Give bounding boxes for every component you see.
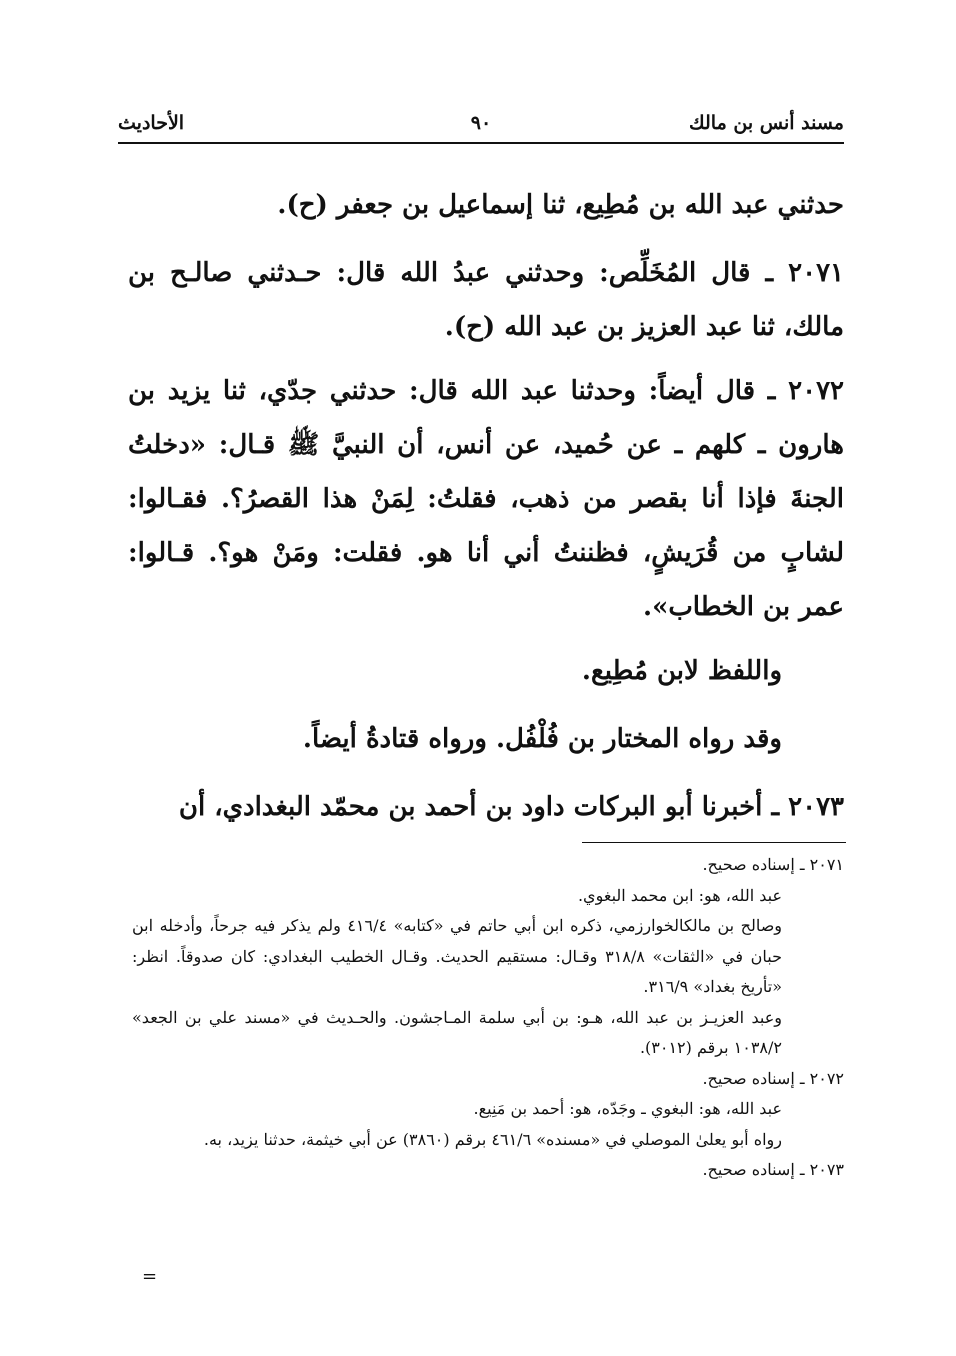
footnote-line: عبد الله، هو: البغوي ـ وجَدّه، هو: أحمد بن مَنِيع.	[473, 1099, 782, 1118]
footnote-heading-2073: ٢٠٧٣ ـ إسناده صحيح.	[702, 1160, 844, 1179]
hadith-2071: ٢٠٧١ ـ قال المُخَلِّص: وحدثني عبدُ الله قال: حـدثني صالـح بن مالك، ثنا عبد العزيز بن عبد الله (ح).	[128, 258, 844, 342]
main-text	[128, 178, 844, 848]
page-number: ٩٠	[470, 112, 492, 134]
wording-note: واللفظ لابن مُطِيع.	[581, 656, 782, 686]
footnote-heading-2072: ٢٠٧٢ ـ إسناده صحيح.	[702, 1068, 844, 1088]
running-header	[118, 108, 844, 144]
footnote-line: عبد الله، هو: ابن محمد البغوي.	[577, 885, 782, 905]
footnote-line: رواه أبو يعلىٰ الموصلي في «مسنده» ٤٦١/٦ برقم (٣٨٦٠) عن أبي خيثمة، حدثنا يزيد، به.	[203, 1129, 782, 1149]
continuation-mark: =	[142, 1266, 158, 1287]
footnote-line: وصالح بن مالكالخوارزمي، ذكره ابن أبي حاتم في «كتابه» ٤١٦/٤ ولم يذكر فيه جرحاً، وأدخله ابن حبان في «الثقات» ٣١٨/٨ وقـال: مستقيم الحديث. وقـال الخطيب البغدادي: كان صدوقاً. انظر: «تأريخ بغداد» ٣١٦/٩.	[132, 916, 783, 996]
footnote-heading-2071: ٢٠٧١ ـ إسناده صحيح.	[702, 855, 844, 874]
footnote-line: وعبد العزيـز بن عبد الله، هـو: بن أبي سلمة المـاجشون. والحـديث في «مسند علي بن الجعد» ١٠٣٨/٢ برقم (٣٠١٢).	[132, 1007, 782, 1057]
hadith-2072: ٢٠٧٢ ـ قال أيضاً: وحدثنا عبد الله قال: حدثني جدّي، ثنا يزيد بن هارون ـ كلهم ـ عن حُميد، عن أنس، أن النبيَّ ﷺ قـال: «دخلتُ الجنةَ فإذا أنا بقصر من ذهب، فقلتُ: لِمَنْ هذا القصرُ؟. فقـالوا: لشابٍ من قُرَيشٍ، فظننتُ أني أنا هو. فقلت: ومَنْ هو؟. قـالوا: عمر بن الخطاب».	[128, 376, 844, 622]
footnotes	[132, 850, 844, 1186]
header-section-title: الأحاديث	[118, 112, 185, 134]
footnote-separator	[582, 842, 846, 843]
hadith-2073: ٢٠٧٣ ـ أخبرنا أبو البركات داود بن أحمد بن محمّد البغدادي، أن	[178, 792, 844, 822]
continuation-paragraph: حدثني عبد الله بن مُطِيع، ثنا إسماعيل بن جعفر (ح).	[277, 190, 844, 220]
narration-note: وقد رواه المختار بن فُلْفُل. ورواه قتادةُ أيضاً.	[302, 724, 782, 754]
header-book-title: مسند أنس بن مالك	[689, 112, 844, 134]
